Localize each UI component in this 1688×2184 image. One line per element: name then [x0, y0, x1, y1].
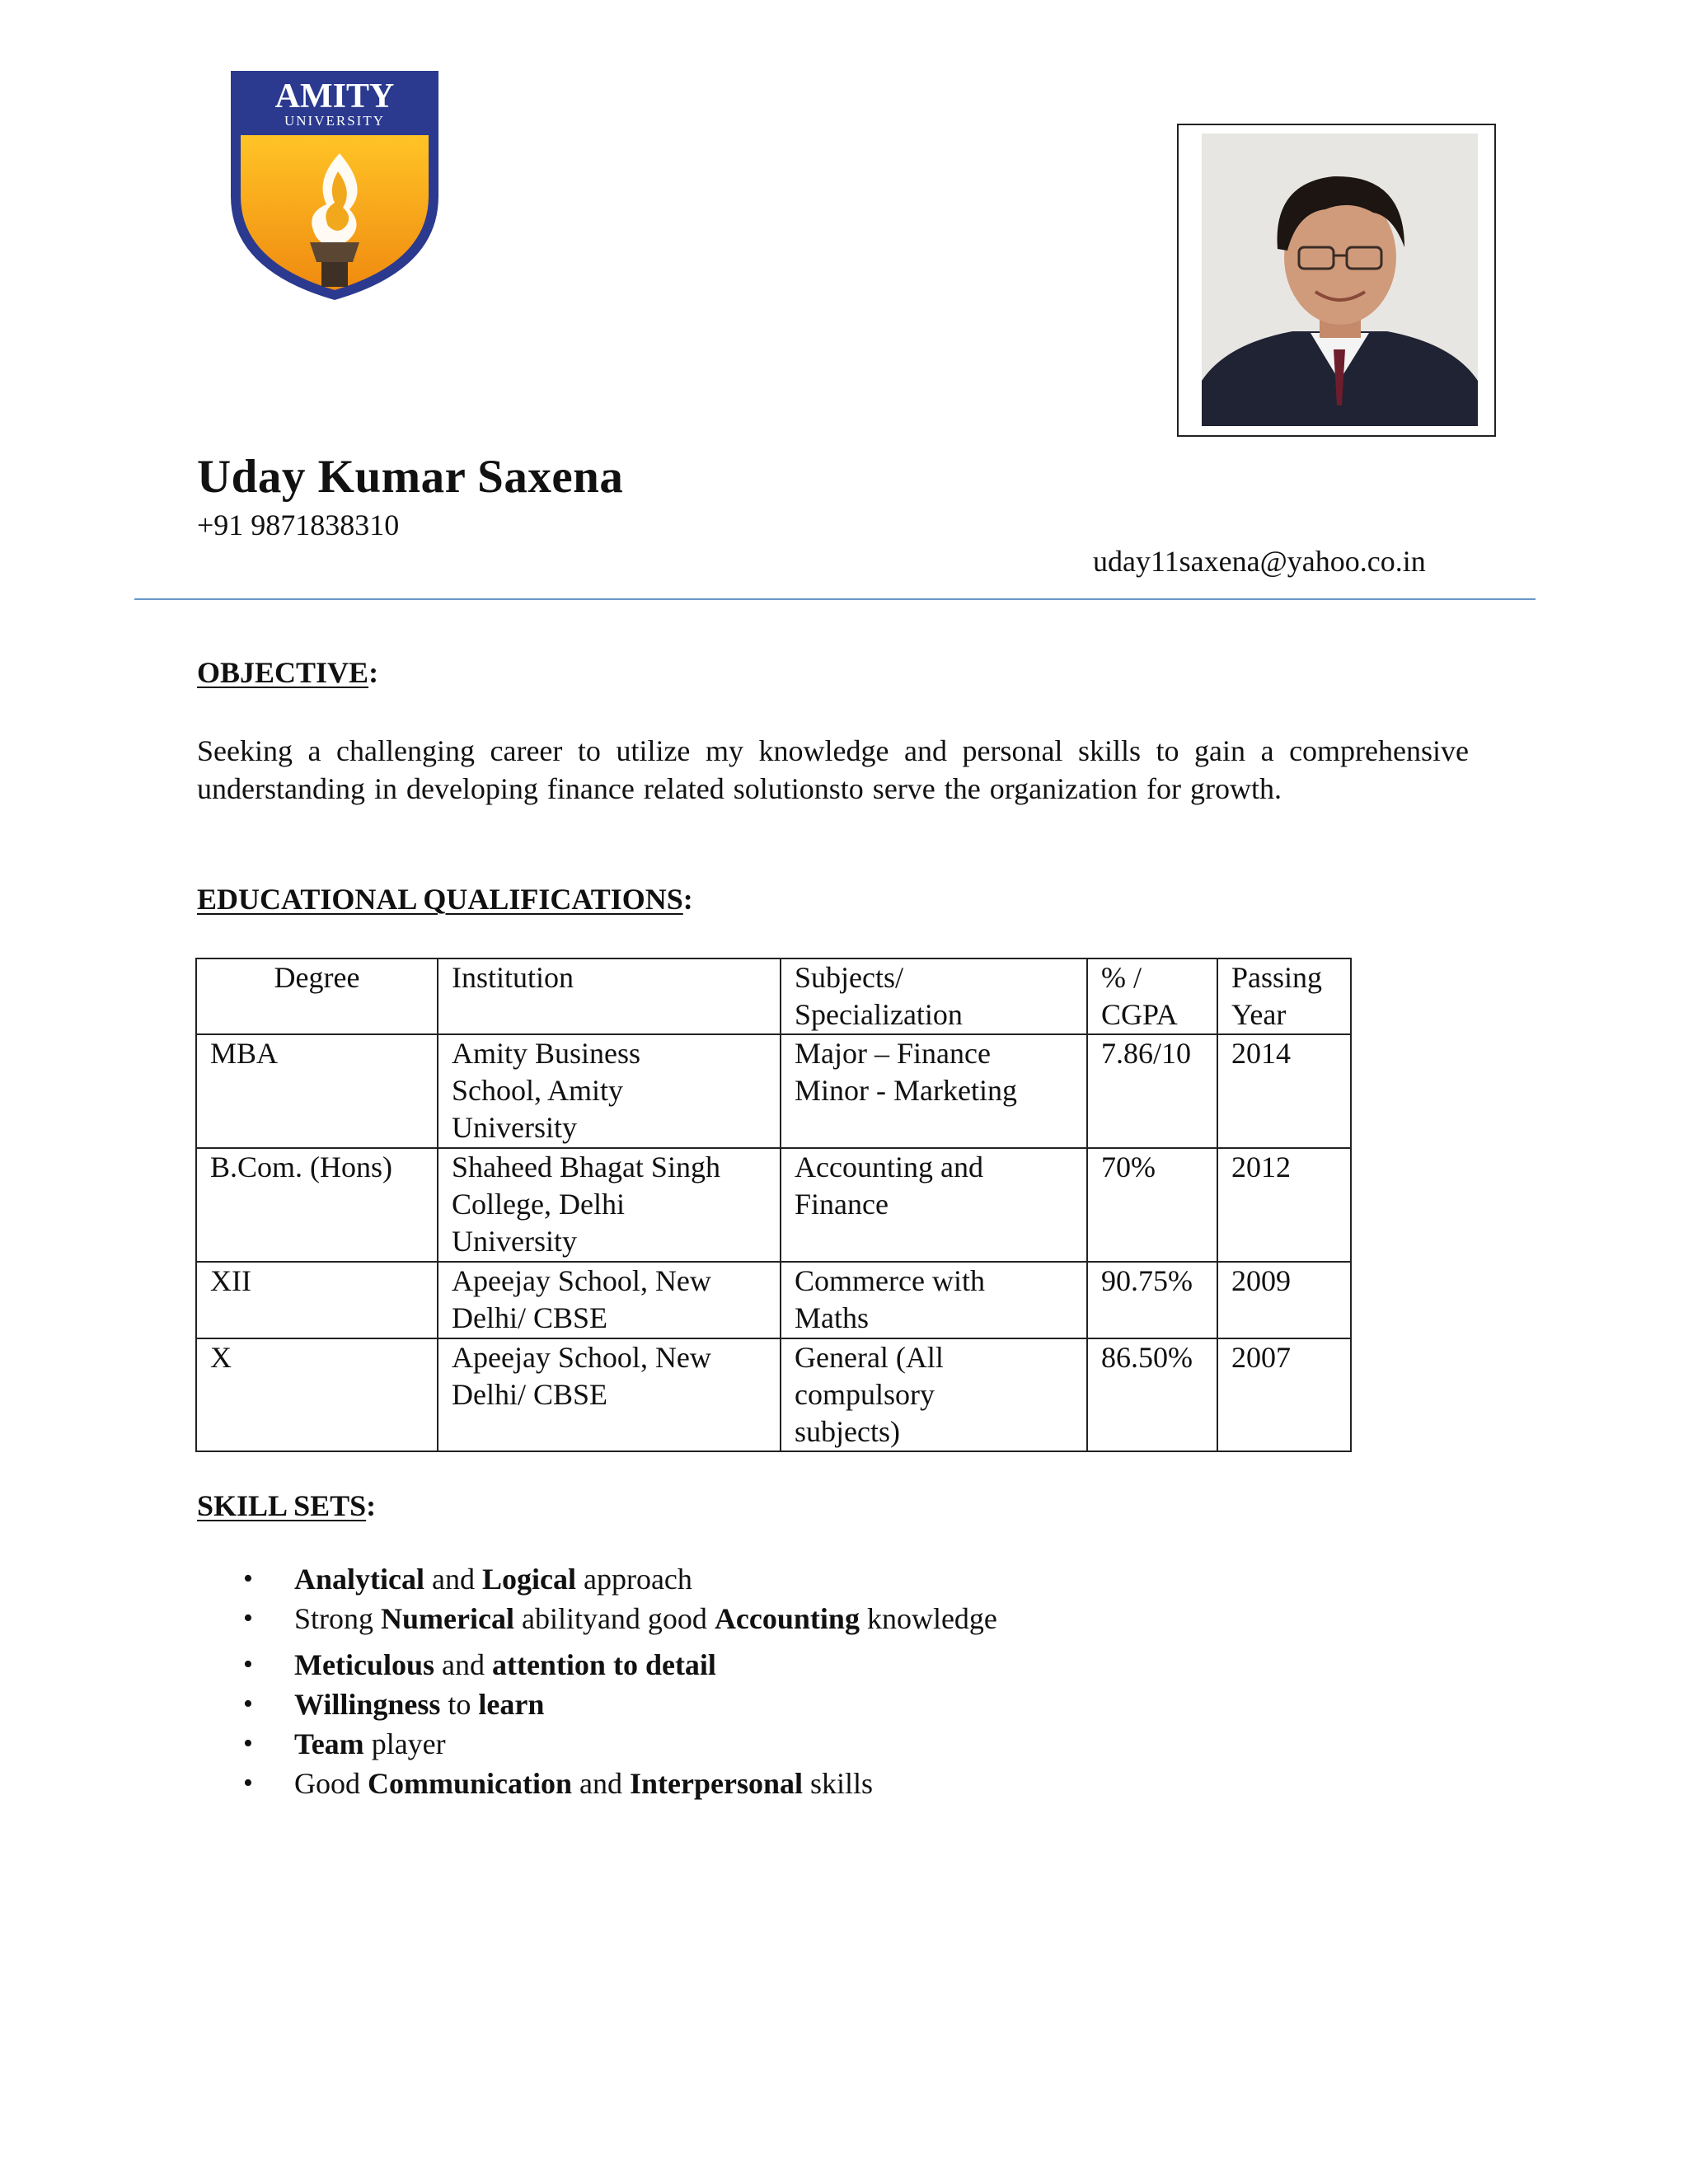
header-degree: Degree [196, 958, 438, 1034]
list-item: • Meticulous and attention to detail [197, 1645, 997, 1685]
cell-institution: Amity Business School, Amity University [438, 1034, 781, 1148]
cell-subjects: Major – Finance Minor - Marketing [781, 1034, 1087, 1148]
cell-year: 2009 [1217, 1262, 1351, 1338]
cell-degree: MBA [196, 1034, 438, 1148]
cell-year: 2014 [1217, 1034, 1351, 1148]
portrait-icon [1202, 134, 1478, 426]
skills-heading: SKILL SETS: [197, 1489, 377, 1522]
table-row [196, 1034, 1351, 1148]
cell-degree: B.Com. (Hons) [196, 1148, 438, 1262]
cell-year: 2012 [1217, 1148, 1351, 1262]
amity-university-logo [224, 64, 445, 303]
cell-score: 86.50% [1087, 1338, 1217, 1451]
list-item: • Willingness to learn [197, 1685, 997, 1724]
header-subjects: Subjects/ Specialization [781, 958, 1087, 1034]
list-item: • Team player [197, 1724, 997, 1764]
logo-text-amity: AMITY [274, 77, 395, 115]
logo-text-university: UNIVERSITY [284, 113, 385, 129]
list-item: • Strong Numerical abilityand good Accounting knowledge [197, 1599, 997, 1638]
email-address: uday11saxena@yahoo.co.in [1093, 545, 1426, 578]
candidate-name: Uday Kumar Saxena [197, 451, 624, 503]
cell-score: 7.86/10 [1087, 1034, 1217, 1148]
objective-heading: OBJECTIVE: [197, 656, 379, 689]
profile-photo [1177, 124, 1496, 437]
table-row [196, 1148, 1351, 1262]
cell-year: 2007 [1217, 1338, 1351, 1451]
cell-institution: Shaheed Bhagat Singh College, Delhi University [438, 1148, 781, 1262]
cell-degree: X [196, 1338, 438, 1451]
logo-shield-icon [224, 64, 445, 303]
table-row [196, 1262, 1351, 1338]
header-score: % / CGPA [1087, 958, 1217, 1034]
cell-institution: Apeejay School, New Delhi/ CBSE [438, 1262, 781, 1338]
objective-text: Seeking a challenging career to utilize my knowledge and personal skills to gain a comprehensive understanding in developing finance related solutionsto serve the organization for growth. [197, 734, 1469, 805]
cell-subjects: General (All compulsory subjects) [781, 1338, 1087, 1451]
education-heading: EDUCATIONAL QUALIFICATIONS: [197, 883, 693, 916]
list-item: • Good Communication and Interpersonal skills [197, 1764, 997, 1803]
table-row [196, 1338, 1351, 1451]
list-item: • Analytical and Logical approach [197, 1559, 997, 1599]
header-institution: Institution [438, 958, 781, 1034]
cell-score: 70% [1087, 1148, 1217, 1262]
table-header-row [196, 958, 1351, 1034]
cell-institution: Apeejay School, New Delhi/ CBSE [438, 1338, 781, 1451]
cell-subjects: Commerce with Maths [781, 1262, 1087, 1338]
phone-number: +91 9871838310 [197, 509, 400, 541]
education-table [195, 958, 1352, 1452]
skills-list [197, 1559, 997, 1803]
header-divider [134, 598, 1536, 600]
header-year: Passing Year [1217, 958, 1351, 1034]
cell-subjects: Accounting and Finance [781, 1148, 1087, 1262]
cell-degree: XII [196, 1262, 438, 1338]
cell-score: 90.75% [1087, 1262, 1217, 1338]
